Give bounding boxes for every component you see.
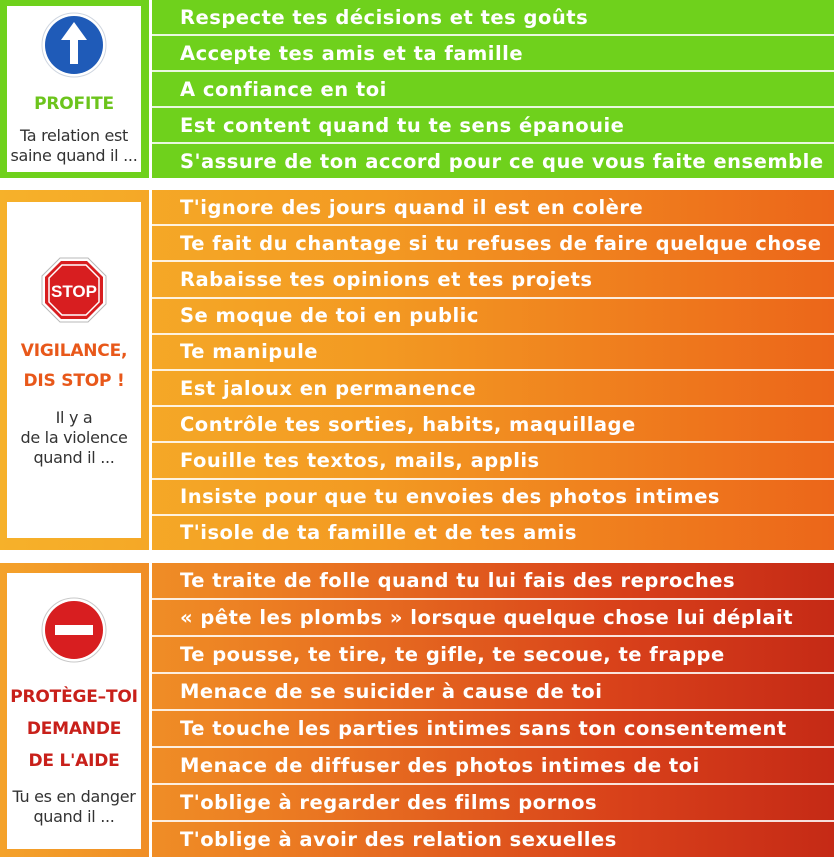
list-item: Te traite de folle quand tu lui fais des reproches bbox=[152, 563, 834, 600]
list-item: Insiste pour que tu envoies des photos intimes bbox=[152, 480, 834, 516]
list-item: Respecte tes décisions et tes goûts bbox=[152, 0, 834, 36]
vigilance-list bbox=[149, 190, 834, 550]
stop-sign-icon bbox=[40, 256, 108, 324]
list-item: A confiance en toi bbox=[152, 72, 834, 108]
list-item: T'oblige à regarder des films pornos bbox=[152, 785, 834, 822]
stop-sign-text: STOP bbox=[51, 282, 97, 301]
protege-card bbox=[7, 573, 141, 849]
list-item: Accepte tes amis et ta famille bbox=[152, 36, 834, 72]
section-vigilance bbox=[0, 190, 834, 550]
list-item: Contrôle tes sorties, habits, maquillage bbox=[152, 407, 834, 443]
section-profite bbox=[0, 0, 834, 178]
list-item: Fouille tes textos, mails, applis bbox=[152, 443, 834, 479]
no-entry-sign-icon bbox=[41, 597, 107, 663]
vigilance-subtitle: Il y a de la violence quand il ... bbox=[20, 408, 128, 467]
list-item: T'ignore des jours quand il est en colère bbox=[152, 190, 834, 226]
protege-list bbox=[149, 563, 834, 857]
list-item: Rabaisse tes opinions et tes projets bbox=[152, 262, 834, 298]
list-item: Est content quand tu te sens épanouie bbox=[152, 108, 834, 144]
list-item: Menace de se suicider à cause de toi bbox=[152, 674, 834, 711]
protege-title: PROTÈGE–TOI DEMANDE DE L'AIDE bbox=[10, 687, 138, 771]
mandatory-direction-ahead-icon bbox=[41, 12, 107, 78]
profite-title: PROFITE bbox=[34, 94, 114, 114]
list-item: Se moque de toi en public bbox=[152, 299, 834, 335]
list-item: Te manipule bbox=[152, 335, 834, 371]
list-item: S'assure de ton accord pour ce que vous faite ensemble bbox=[180, 149, 824, 173]
vigilance-card bbox=[7, 202, 141, 538]
protege-subtitle: Tu es en danger quand il ... bbox=[12, 787, 136, 826]
list-item: T'isole de ta famille et de tes amis bbox=[180, 521, 577, 545]
profite-card bbox=[7, 6, 141, 172]
list-item: Est jaloux en permanence bbox=[152, 371, 834, 407]
list-item: « pête les plombs » lorsque quelque chose lui déplait bbox=[152, 600, 834, 637]
list-item: Te fait du chantage si tu refuses de faire quelque chose bbox=[152, 226, 834, 262]
list-item: Menace de diffuser des photos intimes de toi bbox=[152, 748, 834, 785]
list-item: Te pousse, te tire, te gifle, te secoue, te frappe bbox=[152, 637, 834, 674]
list-item: T'oblige à avoir des relation sexuelles bbox=[180, 828, 617, 851]
vigilance-title: VIGILANCE, DIS STOP ! bbox=[20, 341, 128, 391]
profite-list bbox=[149, 0, 834, 178]
section-protege bbox=[0, 563, 834, 857]
list-item: Te touche les parties intimes sans ton consentement bbox=[152, 711, 834, 748]
profite-subtitle: Ta relation est saine quand il ... bbox=[10, 126, 138, 165]
